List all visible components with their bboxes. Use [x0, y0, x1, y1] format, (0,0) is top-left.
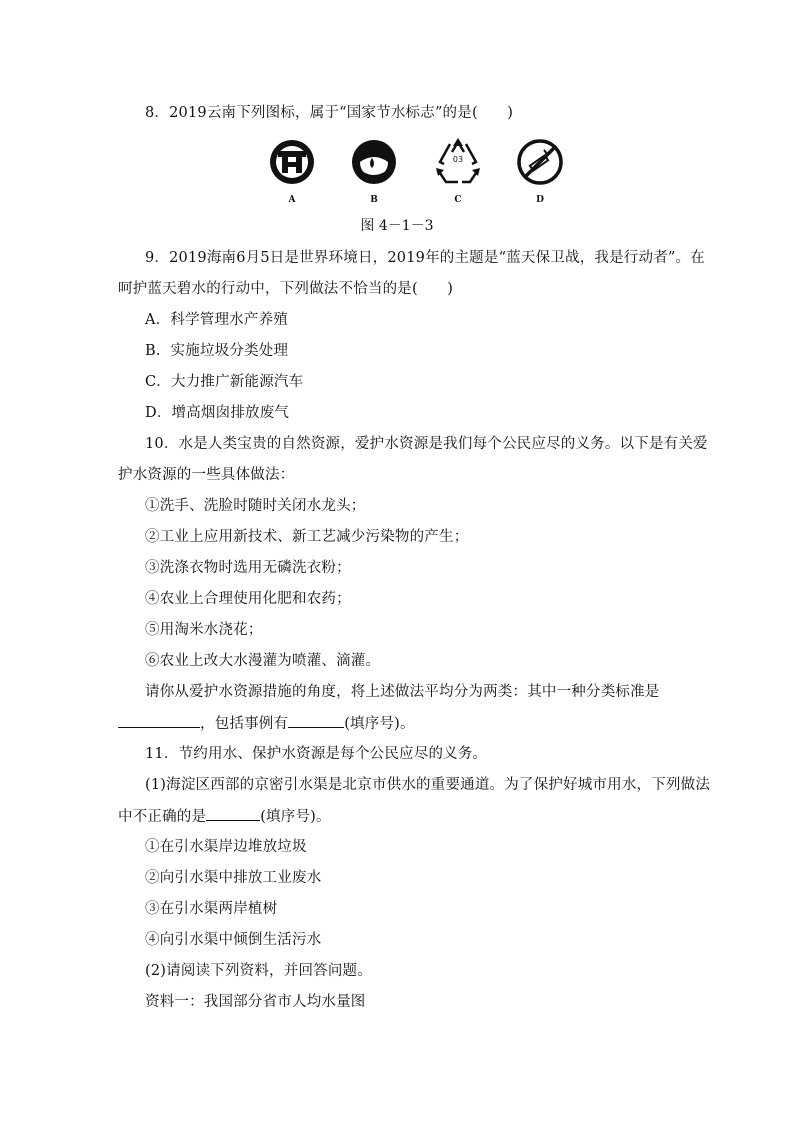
q11-item-2: ②向引水渠中排放工业废水 [145, 870, 322, 886]
q10-stem-line2: 护水资源的一些具体做法： [118, 467, 295, 483]
q9-choice-b: B．实施垃圾分类处理 [145, 343, 289, 359]
option-d-label: D [536, 195, 544, 205]
option-c-label: C [454, 195, 462, 205]
q10-item-2: ②工业上应用新技术、新工艺减少污染物的产生； [145, 529, 469, 545]
q11-part2: (2)请阅读下列资料，并回答问题。 [145, 963, 372, 979]
q9-choice-a: A．科学管理水产养殖 [145, 312, 288, 328]
figure-caption: 图 4－1－3 [360, 218, 434, 234]
option-c-sign [428, 138, 488, 210]
q10-item-3: ③洗涤衣物时选用无磷洗衣粉； [145, 560, 351, 576]
q11-part1-line2a: 中不正确的是 [118, 809, 207, 825]
q10-stem-line1: 10．水是人类宝贵的自然资源，爱护水资源是我们每个公民应尽的义务。以下是有关爱 [145, 436, 708, 452]
option-b-sign [344, 138, 404, 210]
q9-choice-c: C．大力推广新能源汽车 [145, 374, 304, 390]
q10-fill-end: (填序号)。 [344, 716, 415, 732]
q10-fill-mid: ，包括事例有 [200, 716, 289, 732]
q11-blank-answer[interactable] [206, 806, 260, 821]
q10-item-6: ⑥农业上改大水漫灌为喷灌、滴灌。 [145, 653, 381, 669]
q10-ask: 请你从爱护水资源措施的角度，将上述做法平均分为两类：其中一种分类标准是 [145, 684, 660, 700]
q10-blank-standard[interactable] [118, 713, 200, 728]
water-drop-hand-icon [350, 138, 398, 186]
option-d-sign [510, 138, 570, 210]
q9-choice-d: D．增高烟囱排放废气 [145, 405, 290, 421]
q11-item-3: ③在引水渠两岸植树 [145, 901, 278, 917]
recycle-code-text: 03 [452, 155, 464, 164]
q11-part1-line1: (1)海淀区西部的京密引水渠是北京市供水的重要通道。为了保护好城市用水，下列做法 [145, 777, 711, 793]
no-smoking-icon [516, 138, 564, 186]
q11-material1-title: 资料一：我国部分省市人均水量图 [145, 994, 366, 1010]
option-a-label: A [288, 195, 296, 205]
q11-part1-line2 [118, 806, 331, 827]
q11-part1-line2b: (填序号)。 [260, 809, 331, 825]
q10-item-4: ④农业上合理使用化肥和农药； [145, 591, 351, 607]
q10-fill-line [118, 713, 415, 734]
q11-item-4: ④向引水渠中倾倒生活污水 [145, 932, 322, 948]
q10-item-1: ①洗手、洗脸时随时关闭水龙头； [145, 498, 366, 514]
q10-blank-examples[interactable] [288, 713, 344, 728]
option-b-label: B [370, 195, 378, 205]
q11-stem: 11．节约用水、保护水资源是每个公民应尽的义务。 [145, 746, 488, 762]
symbol-h-icon [268, 138, 316, 186]
q9-stem-line1: 9．2019海南6月5日是世界环境日，2019年的主题是“蓝天保卫战，我是行动者”。在 [145, 250, 705, 266]
q11-item-1: ①在引水渠岸边堆放垃圾 [145, 839, 307, 855]
option-a-sign [262, 138, 322, 210]
water-signs-figure [262, 138, 562, 210]
q8-stem: 8．2019云南下列图标，属于“国家节水标志”的是( ) [145, 105, 514, 121]
q10-item-5: ⑤用淘米水浇花； [145, 622, 263, 638]
recycle-icon [432, 138, 484, 186]
q9-stem-line2: 呵护蓝天碧水的行动中，下列做法不恰当的是( ) [118, 281, 454, 297]
